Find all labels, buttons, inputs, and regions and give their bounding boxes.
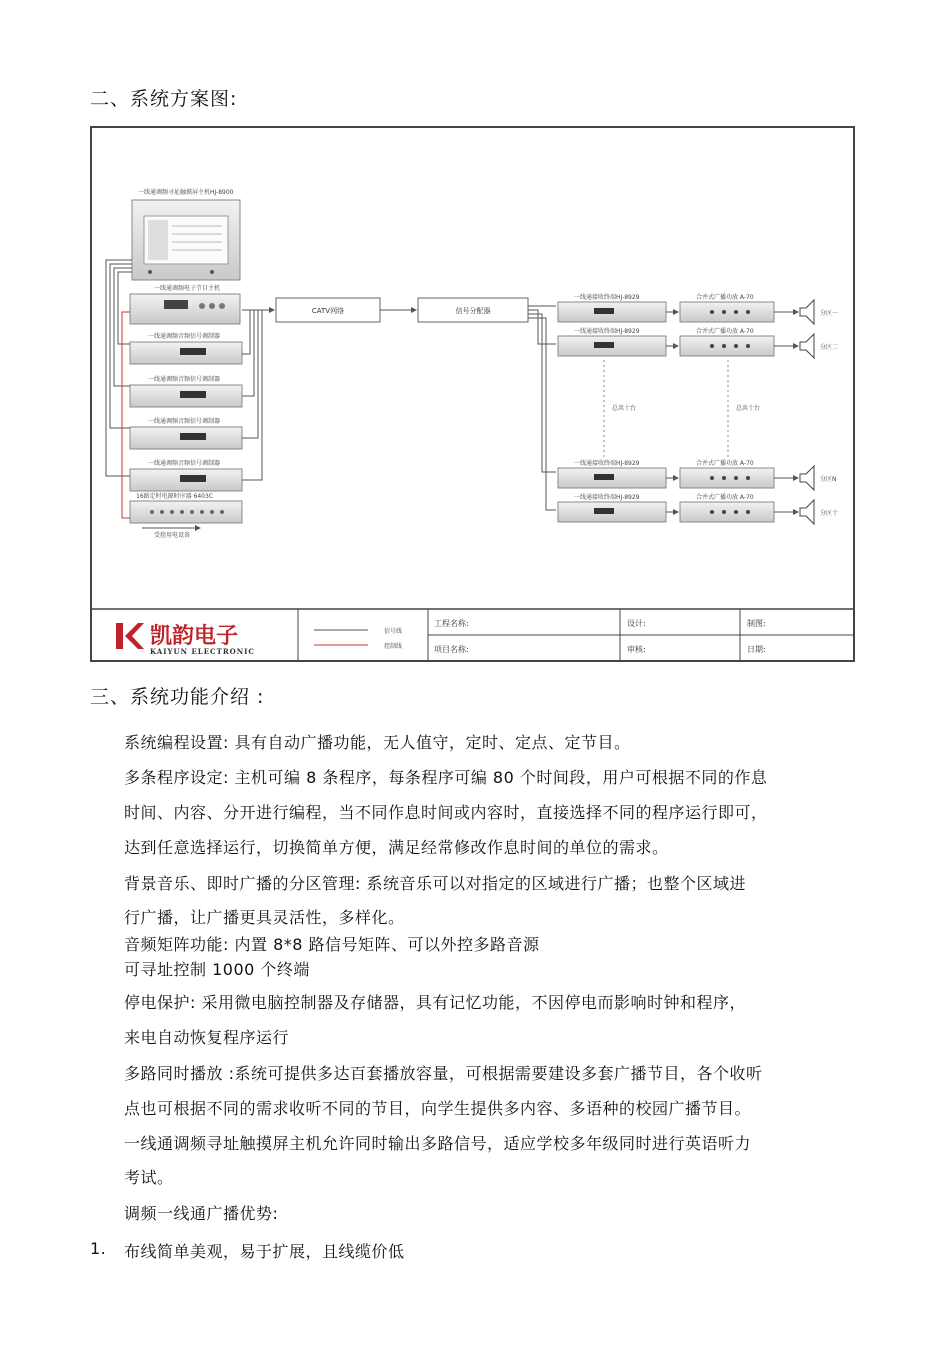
item-name-label: 项目名称: [434,645,469,654]
legend-control: 控制线 [384,643,403,650]
receiver-label: 一线通接收终端HJ-8929 [574,494,640,501]
modulator-stack [130,332,242,491]
body-line: 可寻址控制 1000 个终端 [124,960,310,979]
review-label: 审核: [627,645,646,654]
timer-sub: 受控用电设备 [154,532,191,539]
host-label: 一线通调频寻址触摸屏主机HJ-8900 [138,189,234,196]
modulator-label: 一线通调频音频信号调制器 [148,418,221,425]
modulator-label: 一线通调频音频信号调制器 [148,460,221,467]
output-chain [558,293,838,524]
project-name-label: 工程名称: [434,619,469,628]
zone-label: 分区十 [820,510,839,517]
zone-label: 分区一 [820,310,839,317]
amp-label: 合并式广播功放 A-70 [696,494,754,501]
body-line: 行广播，让广播更具灵活性，多样化。 [124,908,405,927]
title-block [92,609,853,660]
design-label: 设计: [627,619,646,628]
body-line: 一线通调频寻址触摸屏主机允许同时输出多路信号，适应学校多年级同时进行英语听力 [124,1134,752,1153]
splitter-outputs [528,306,556,510]
date-label: 日期: [747,645,766,654]
body-line: 多路同时播放 :系统可提供多达百套播放容量，可根据需要建设多套广播节目，各个收听 [124,1064,763,1083]
body-line: 时间、内容、分开进行编程，当不同作息时间或内容时，直接选择不同的程序运行即可， [124,803,768,822]
body-line: 多条程序设定: 主机可编 8 条程序，每条程序可编 80 个时间段，用户可根据不同的作息 [124,768,768,787]
logo-en: KAIYUN ELECTRONIC [150,647,255,656]
splitter-box: 信号分配器 [455,307,491,315]
timer-label: 16路定时电源时序器 6403C [136,493,214,500]
amp-label: 合并式广播功放 A-70 [696,460,754,467]
timer-unit [130,501,242,523]
omit-label: 总共十台 [612,405,637,412]
section3-title: 三、系统功能介绍 : [90,686,265,708]
legend-signal: 信号线 [384,628,403,635]
omit-label: 总共十台 [736,405,761,412]
modulator-label: 一线通调频音频信号调制器 [148,376,221,383]
body-line: 停电保护: 采用微电脑控制器及存储器，具有记忆功能，不因停电而影响时钟和程序， [124,993,746,1012]
body-line: 背景音乐、即时广播的分区管理: 系统音乐可以对指定的区域进行广播；也整个区域进 [124,874,746,893]
body-line: 系统编程设置: 具有自动广播功能，无人值守，定时、定点、定节目。 [124,733,631,752]
list-number: 1. [90,1239,107,1258]
kaiyun-logo [116,623,255,656]
body-line: 点也可根据不同的需求收听不同的节目，向学生提供多内容、多语种的校园广播节目。 [124,1099,752,1118]
catv-box: CATV网络 [311,307,345,315]
amp-label: 合并式广播功放 A-70 [696,294,754,301]
receiver-label: 一线通接收终端HJ-8929 [574,328,640,335]
list-item: 布线简单美观，易于扩展，且线缆价低 [124,1242,405,1261]
diagram-svg [92,128,853,660]
drawing-label: 制图: [747,619,766,628]
body-line: 考试。 [124,1168,174,1187]
body-line: 调频一线通广播优势: [124,1204,279,1223]
zone-label: 分区N [820,476,837,483]
body-line: 来电自动恢复程序运行 [124,1028,290,1047]
section2-title: 二、系统方案图: [90,88,238,110]
zone-label: 分区二 [820,344,839,351]
system-diagram [90,126,855,662]
receiver-label: 一线通接收终端HJ-8929 [574,460,640,467]
logo-cn: 凯韵电子 [150,624,239,649]
body-line: 音频矩阵功能: 内置 8*8 路信号矩阵、可以外控多路音源 [124,935,540,954]
body-line: 达到任意选择运行，切换简单方便，满足经常修改作息时间的单位的需求。 [124,838,669,857]
amp-label: 合并式广播功放 A-70 [696,328,754,335]
touchscreen-host [132,200,240,280]
modulator-label: 一线通调频音频信号调制器 [148,333,221,340]
tuner-unit [130,294,240,324]
receiver-label: 一线通接收终端HJ-8929 [574,294,640,301]
tuner-label: 一线通调频电子节目主机 [154,285,221,292]
